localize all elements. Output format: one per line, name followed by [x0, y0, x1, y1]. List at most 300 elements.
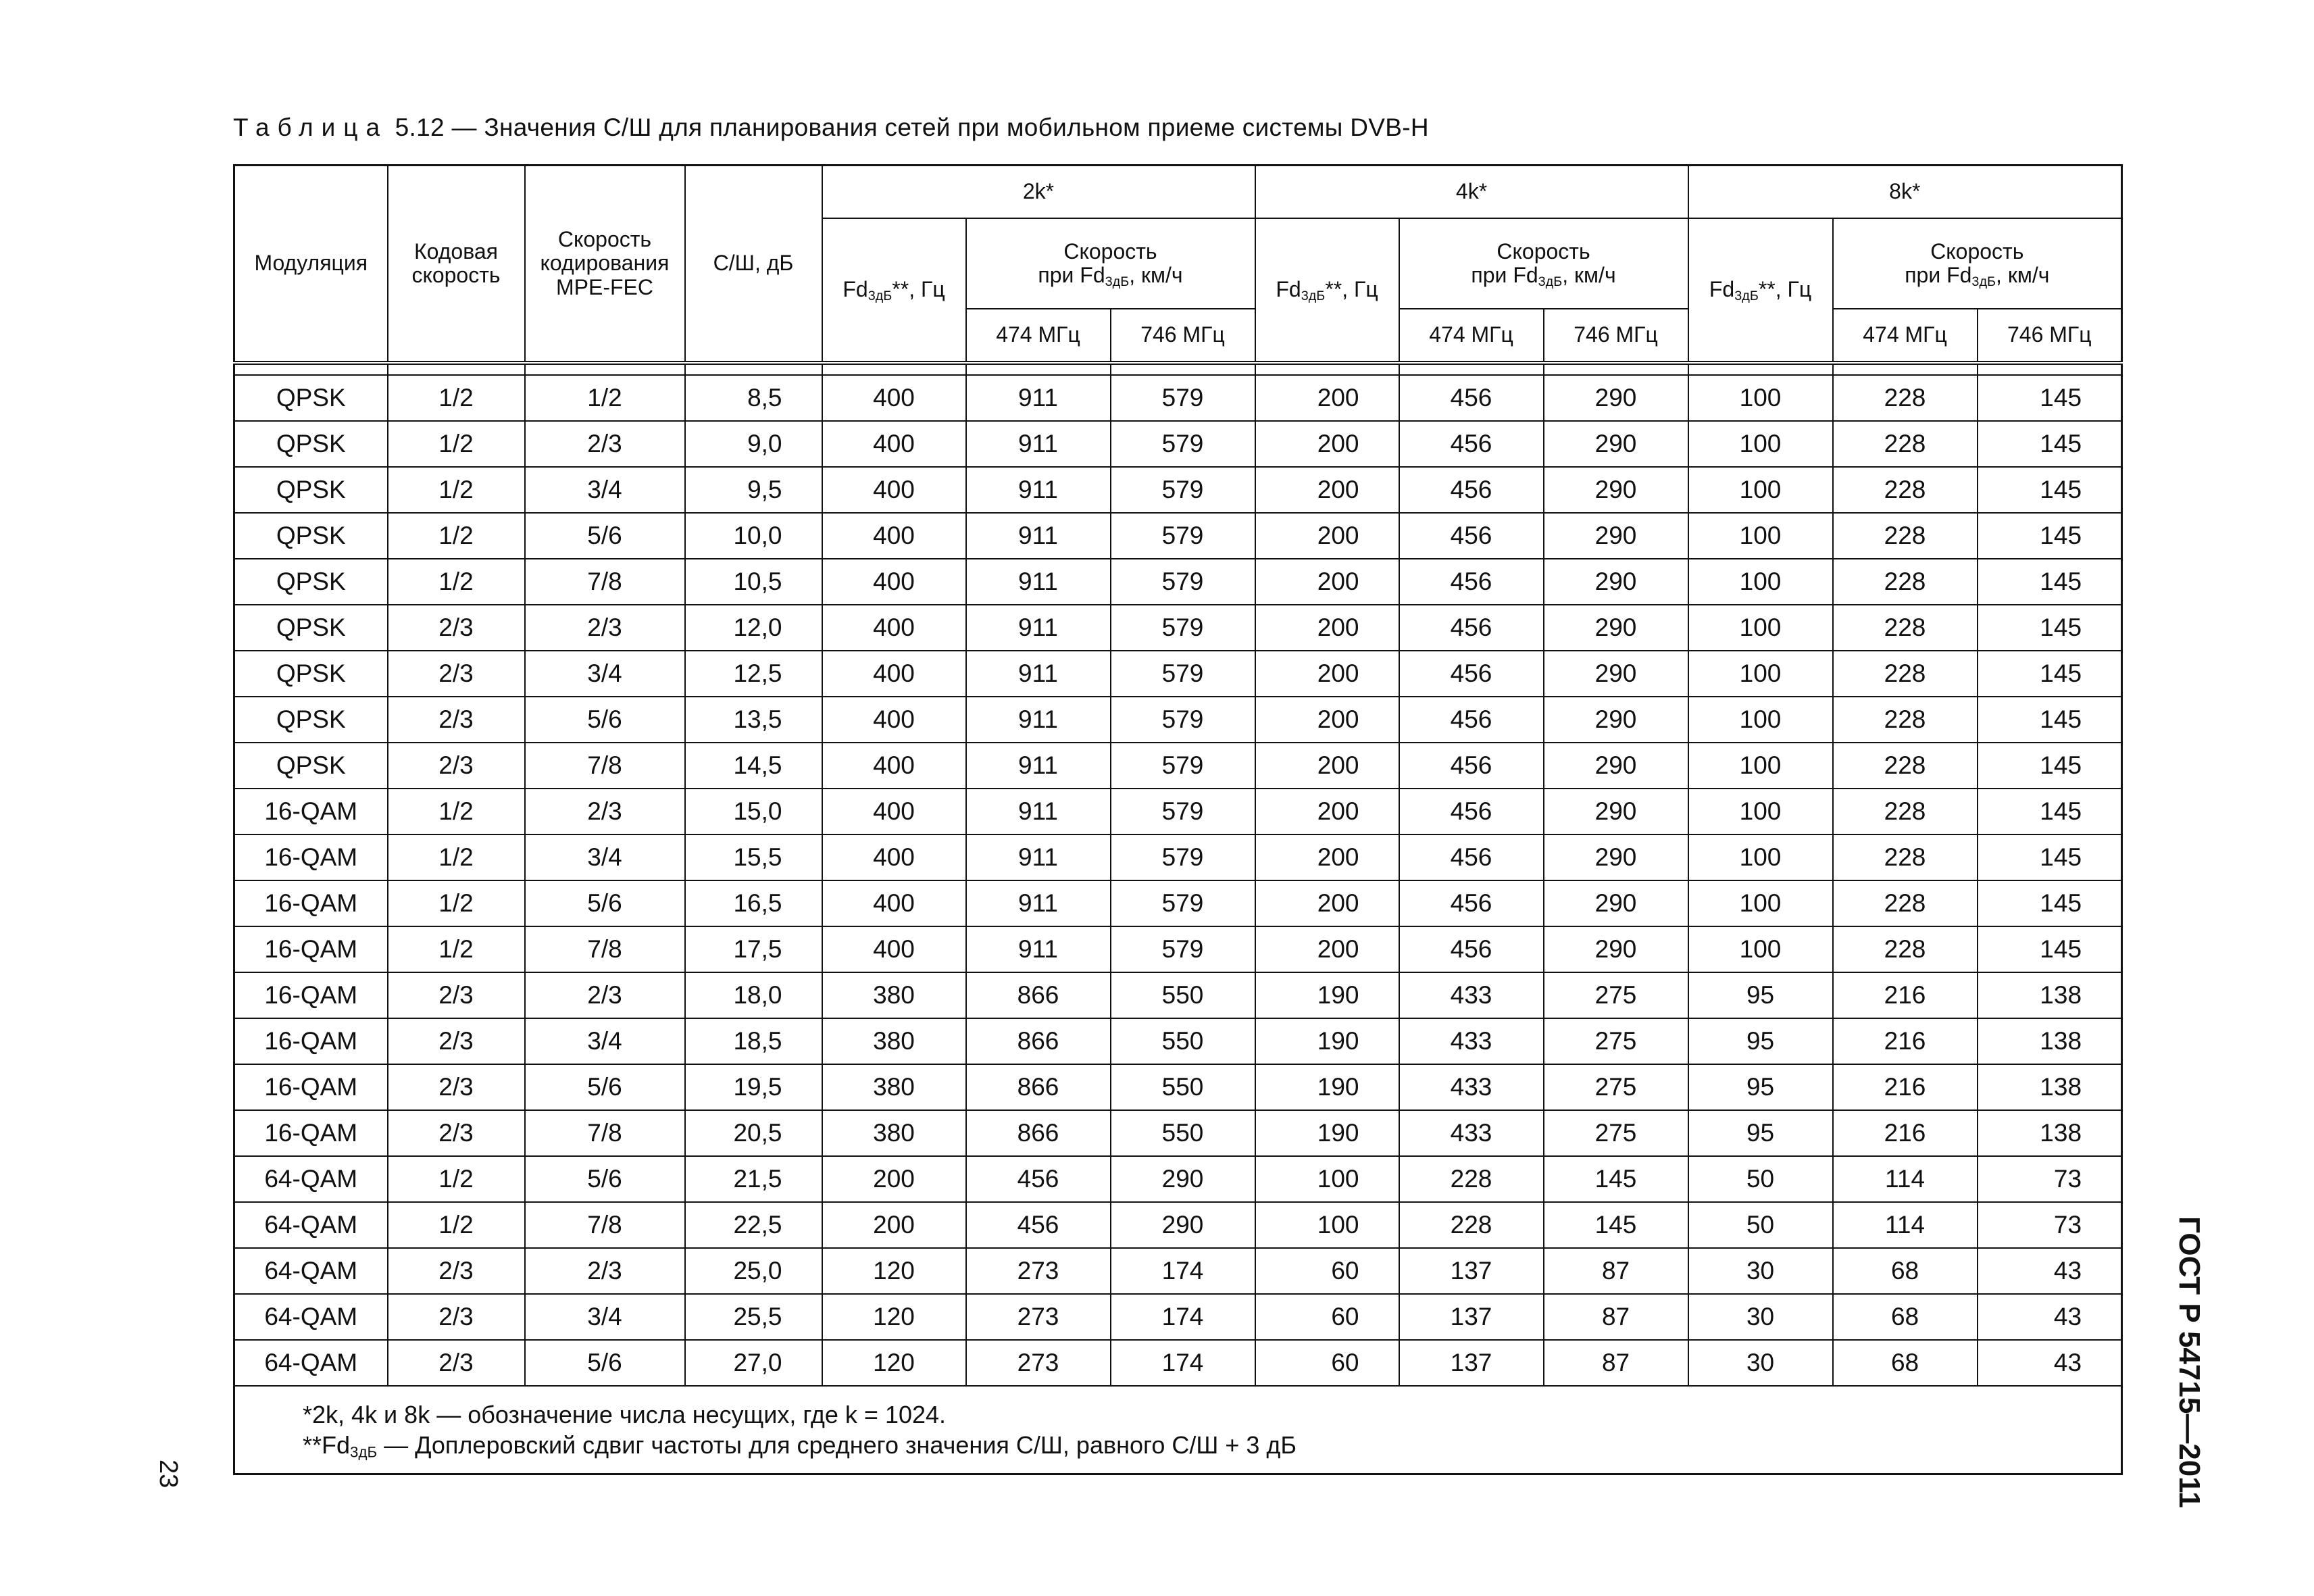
table-cell: 200 [1255, 651, 1399, 697]
table-cell: 7/8 [525, 1202, 685, 1248]
table-cell: 12,5 [685, 651, 822, 697]
table-cell: 100 [1688, 375, 1833, 421]
header-2k-746: 746 МГц [1111, 309, 1255, 363]
table-row [234, 743, 2122, 789]
table-cell: 216 [1833, 972, 1978, 1018]
table-cell: QPSK [234, 513, 388, 559]
header-snr: С/Ш, дБ [685, 166, 822, 364]
table-row [234, 467, 2122, 513]
table-cell: 400 [822, 880, 966, 926]
table-cell: 456 [1399, 789, 1544, 834]
table-cell: 579 [1111, 926, 1255, 972]
table-cell: 145 [1978, 880, 2122, 926]
table-cell: 100 [1688, 513, 1833, 559]
table-cell: 18,0 [685, 972, 822, 1018]
table-cell: 87 [1544, 1248, 1688, 1294]
table-cell: 7/8 [525, 559, 685, 605]
table-cell: 911 [966, 651, 1111, 697]
table-cell: 216 [1833, 1018, 1978, 1064]
table-cell: 200 [1255, 834, 1399, 880]
table-cell: QPSK [234, 743, 388, 789]
table-cell: 16-QAM [234, 1110, 388, 1156]
table-cell: 380 [822, 1018, 966, 1064]
table-cell: 73 [1978, 1202, 2122, 1248]
table-cell: 550 [1111, 1064, 1255, 1110]
table-cell: 2/3 [388, 605, 525, 651]
table-cell: 100 [1688, 559, 1833, 605]
table-cell: 13,5 [685, 697, 822, 743]
table-cell: 174 [1111, 1294, 1255, 1340]
table-row [234, 375, 2122, 421]
table-cell: 456 [966, 1156, 1111, 1202]
table-cell: 114 [1833, 1156, 1978, 1202]
table-cell: 100 [1688, 743, 1833, 789]
table-cell: 25,0 [685, 1248, 822, 1294]
table-cell: 579 [1111, 513, 1255, 559]
table-cell: 1/2 [388, 1202, 525, 1248]
table-cell: 911 [966, 605, 1111, 651]
table-cell: 95 [1688, 1018, 1833, 1064]
table-cell: 68 [1833, 1294, 1978, 1340]
table-cell: 200 [1255, 789, 1399, 834]
table-cell: 2/3 [388, 1340, 525, 1386]
table-row [234, 1110, 2122, 1156]
table-cell: 1/2 [388, 926, 525, 972]
document-code: ГОСТ Р 54715—2011 [2173, 1216, 2206, 1508]
table-cell: QPSK [234, 559, 388, 605]
header-speed-2k: Скорость при $Fd_{3дБ}$, км/ч [966, 218, 1255, 309]
table-cell: 68 [1833, 1340, 1978, 1386]
table-cell: 114 [1833, 1202, 1978, 1248]
table-cell: 216 [1833, 1064, 1978, 1110]
table-cell: 2/3 [388, 743, 525, 789]
table-cell: 87 [1544, 1294, 1688, 1340]
table-cell: 7/8 [525, 1110, 685, 1156]
table-cell: 174 [1111, 1248, 1255, 1294]
table-cell: 579 [1111, 743, 1255, 789]
table-cell: 911 [966, 375, 1111, 421]
table-cell: 228 [1833, 559, 1978, 605]
table-cell: 145 [1978, 375, 2122, 421]
table-row [234, 834, 2122, 880]
table-cell: 100 [1688, 467, 1833, 513]
header-speed-8k: Скорость при $Fd_{3дБ}$, км/ч [1833, 218, 2122, 309]
table-row [234, 880, 2122, 926]
table-row [234, 651, 2122, 697]
table-cell: 400 [822, 834, 966, 880]
table-cell: 456 [1399, 651, 1544, 697]
table-cell: 579 [1111, 834, 1255, 880]
table-cell: 228 [1833, 513, 1978, 559]
table-caption [233, 114, 1429, 142]
table-cell: 2/3 [388, 651, 525, 697]
table-cell: 2/3 [525, 789, 685, 834]
header-fd-4k: $Fd_{3дБ}**$, Гц [1255, 218, 1399, 363]
table-cell: 95 [1688, 972, 1833, 1018]
table-cell: 456 [1399, 743, 1544, 789]
table-cell: 228 [1833, 467, 1978, 513]
table-cell: 43 [1978, 1294, 2122, 1340]
table-cell: 145 [1544, 1202, 1688, 1248]
table-cell: 145 [1978, 421, 2122, 467]
header-modulation: Модуляция [234, 166, 388, 364]
table-cell: 2/3 [388, 972, 525, 1018]
page-number: 23 [154, 1460, 182, 1489]
table-cell: 2/3 [388, 1110, 525, 1156]
table-cell: 43 [1978, 1248, 2122, 1294]
table-cell: 456 [1399, 880, 1544, 926]
table-cell: 100 [1688, 697, 1833, 743]
table-cell: 18,5 [685, 1018, 822, 1064]
table-cell: 138 [1978, 1064, 2122, 1110]
table-cell: QPSK [234, 697, 388, 743]
table-cell: 25,5 [685, 1294, 822, 1340]
table-cell: 17,5 [685, 926, 822, 972]
table-cell: 137 [1399, 1340, 1544, 1386]
table-header [234, 166, 2122, 376]
header-group-4k: 4k* [1255, 166, 1688, 219]
table-cell: 433 [1399, 1110, 1544, 1156]
table-cell: 216 [1833, 1110, 1978, 1156]
note-carriers: *2k, 4k и 8k — обозначение числа несущих, где k = 1024. [303, 1401, 947, 1428]
table-cell: 911 [966, 880, 1111, 926]
table-cell: 20,5 [685, 1110, 822, 1156]
table-cell: 228 [1399, 1156, 1544, 1202]
table-cell: 5/6 [525, 697, 685, 743]
table-cell: 400 [822, 651, 966, 697]
table-cell: 1/2 [388, 789, 525, 834]
table-cell: 579 [1111, 559, 1255, 605]
table-cell: 5/6 [525, 1064, 685, 1110]
table-cell: 400 [822, 697, 966, 743]
table-cell: 400 [822, 789, 966, 834]
table-cell: 228 [1833, 880, 1978, 926]
table-cell: 14,5 [685, 743, 822, 789]
table-cell: 16-QAM [234, 1064, 388, 1110]
table-cell: 911 [966, 834, 1111, 880]
table-cell: 228 [1833, 375, 1978, 421]
table-cell: 866 [966, 1110, 1111, 1156]
table-cell: 138 [1978, 1110, 2122, 1156]
header-8k-746: 746 МГц [1978, 309, 2122, 363]
table-cell: 228 [1399, 1202, 1544, 1248]
table-cell: 64-QAM [234, 1294, 388, 1340]
table-cell: 228 [1833, 651, 1978, 697]
table-cell: 400 [822, 513, 966, 559]
table-cell: 145 [1978, 926, 2122, 972]
table-cell: QPSK [234, 467, 388, 513]
table-cell: 200 [1255, 513, 1399, 559]
table-cell: 911 [966, 789, 1111, 834]
table-cell: 190 [1255, 1110, 1399, 1156]
table-cell: 380 [822, 1110, 966, 1156]
table-row [234, 1202, 2122, 1248]
table-cell: 43 [1978, 1340, 2122, 1386]
table-cell: 290 [1544, 834, 1688, 880]
table-cell: 1/2 [388, 421, 525, 467]
table-cell: 400 [822, 421, 966, 467]
table-cell: 200 [822, 1202, 966, 1248]
table-cell: 400 [822, 559, 966, 605]
table-cell: 456 [966, 1202, 1111, 1248]
table-cell: 145 [1978, 467, 2122, 513]
table-cell: 400 [822, 743, 966, 789]
table-cell: 16-QAM [234, 1018, 388, 1064]
table-cell: 190 [1255, 1064, 1399, 1110]
table-row [234, 1064, 2122, 1110]
table-cell: 120 [822, 1248, 966, 1294]
table-cell: QPSK [234, 651, 388, 697]
table-cell: 190 [1255, 972, 1399, 1018]
header-fd-8k: $Fd_{3дБ}**$, Гц [1688, 218, 1833, 363]
table-cell: 138 [1978, 972, 2122, 1018]
table-cell: 64-QAM [234, 1248, 388, 1294]
table-cell: 290 [1544, 880, 1688, 926]
header-code-rate: Кодовая скорость [388, 166, 525, 364]
table-cell: 120 [822, 1294, 966, 1340]
table-cell: 550 [1111, 1018, 1255, 1064]
table-cell: 228 [1833, 697, 1978, 743]
table-notes [234, 1386, 2122, 1474]
table-row [234, 1294, 2122, 1340]
table-cell: 145 [1978, 743, 2122, 789]
table-cell: 911 [966, 513, 1111, 559]
table-cell: 60 [1255, 1340, 1399, 1386]
table-cell: 137 [1399, 1248, 1544, 1294]
table-cell: 3/4 [525, 651, 685, 697]
table-cell: 1/2 [388, 834, 525, 880]
table-cell: 5/6 [525, 1156, 685, 1202]
table-cell: 100 [1688, 880, 1833, 926]
table-cell: 9,5 [685, 467, 822, 513]
table-cell: 200 [1255, 880, 1399, 926]
table-cell: 433 [1399, 972, 1544, 1018]
table-cell: 200 [1255, 605, 1399, 651]
table-cell: 579 [1111, 467, 1255, 513]
table-cell: 1/2 [388, 1156, 525, 1202]
caption-text: 5.12 — Значения С/Ш для планирования сетей при мобильном приеме системы DVB-H [395, 114, 1429, 141]
table-cell: 866 [966, 1064, 1111, 1110]
table-cell: 290 [1544, 926, 1688, 972]
table-row [234, 1340, 2122, 1386]
table-cell: 87 [1544, 1340, 1688, 1386]
note-doppler: $**Fd_{3дБ}$ — Доплеровский сдвиг частоты для среднего значения С/Ш, равного С/Ш + 3 дБ [303, 1431, 1297, 1461]
table-row [234, 972, 2122, 1018]
table-cell: 456 [1399, 421, 1544, 467]
table-row [234, 697, 2122, 743]
table-cell: 2/3 [525, 605, 685, 651]
table-cell: 5/6 [525, 880, 685, 926]
table-cell: 1/2 [525, 375, 685, 421]
table-cell: 579 [1111, 697, 1255, 743]
table-cell: 290 [1544, 375, 1688, 421]
table-cell: 3/4 [525, 467, 685, 513]
table-cell: 456 [1399, 834, 1544, 880]
table-cell: 16-QAM [234, 789, 388, 834]
table-cell: 145 [1978, 605, 2122, 651]
table-cell: 290 [1544, 467, 1688, 513]
table-cell: 64-QAM [234, 1340, 388, 1386]
table-cell: 30 [1688, 1248, 1833, 1294]
table-cell: 27,0 [685, 1340, 822, 1386]
table-cell: 290 [1544, 559, 1688, 605]
table-cell: 290 [1544, 421, 1688, 467]
table-cell: 290 [1544, 743, 1688, 789]
table-cell: 95 [1688, 1064, 1833, 1110]
table-cell: 16-QAM [234, 880, 388, 926]
table-cell: 16-QAM [234, 972, 388, 1018]
table-cell: 579 [1111, 789, 1255, 834]
table-cell: 16-QAM [234, 834, 388, 880]
table-cell: 550 [1111, 972, 1255, 1018]
table-cell: 3/4 [525, 1018, 685, 1064]
table-cell: 200 [1255, 743, 1399, 789]
table-cell: 2/3 [388, 1018, 525, 1064]
table-cell: 15,5 [685, 834, 822, 880]
table-cell: 60 [1255, 1248, 1399, 1294]
table-cell: 2/3 [525, 421, 685, 467]
table-cell: 100 [1688, 421, 1833, 467]
table-cell: 7/8 [525, 926, 685, 972]
table-cell: 145 [1978, 789, 2122, 834]
header-4k-746: 746 МГц [1544, 309, 1688, 363]
table-cell: 138 [1978, 1018, 2122, 1064]
table-cell: 290 [1544, 513, 1688, 559]
table-row [234, 1018, 2122, 1064]
header-fd-2k: $Fd_{3дБ}**$, Гц [822, 218, 966, 363]
table-cell: 12,0 [685, 605, 822, 651]
table-cell: 273 [966, 1340, 1111, 1386]
table-cell: 228 [1833, 926, 1978, 972]
table-cell: 50 [1688, 1156, 1833, 1202]
table-cell: 579 [1111, 651, 1255, 697]
header-mpe-fec-rate: Скорость кодирования MPE-FEC [525, 166, 685, 364]
table-cell: 100 [1688, 926, 1833, 972]
table-cell: 19,5 [685, 1064, 822, 1110]
table-cell: 400 [822, 605, 966, 651]
table-cell: 68 [1833, 1248, 1978, 1294]
header-8k-474: 474 МГц [1833, 309, 1978, 363]
table-row [234, 789, 2122, 834]
table-cell: 228 [1833, 834, 1978, 880]
table-row [234, 513, 2122, 559]
table-cell: 290 [1544, 697, 1688, 743]
table-cell: 911 [966, 421, 1111, 467]
table-cell: 550 [1111, 1110, 1255, 1156]
table-cell: 400 [822, 375, 966, 421]
table-cell: QPSK [234, 375, 388, 421]
table-cell: 200 [822, 1156, 966, 1202]
table-cell: 1/2 [388, 513, 525, 559]
table-cell: 73 [1978, 1156, 2122, 1202]
table-cell: 275 [1544, 972, 1688, 1018]
table-cell: 200 [1255, 375, 1399, 421]
table-cell: 579 [1111, 421, 1255, 467]
table-cell: 5/6 [525, 513, 685, 559]
table-cell: 200 [1255, 421, 1399, 467]
table-cell: 1/2 [388, 880, 525, 926]
table-cell: 1/2 [388, 559, 525, 605]
table-cell: 3/4 [525, 834, 685, 880]
table-cell: 866 [966, 972, 1111, 1018]
table-cell: 200 [1255, 926, 1399, 972]
table-cell: 2/3 [388, 697, 525, 743]
table-cell: 200 [1255, 559, 1399, 605]
table-cell: 22,5 [685, 1202, 822, 1248]
table-cell: 7/8 [525, 743, 685, 789]
table-cell: 200 [1255, 467, 1399, 513]
table-cell: 290 [1544, 651, 1688, 697]
header-group-8k: 8k* [1688, 166, 2122, 219]
table-row [234, 605, 2122, 651]
table-cell: 145 [1978, 697, 2122, 743]
table-cell: 228 [1833, 789, 1978, 834]
table-cell: 120 [822, 1340, 966, 1386]
table-cell: 228 [1833, 421, 1978, 467]
table-cell: 145 [1978, 834, 2122, 880]
table-cell: 174 [1111, 1340, 1255, 1386]
table-cell: 95 [1688, 1110, 1833, 1156]
table-cell: 100 [1255, 1156, 1399, 1202]
table-cell: 456 [1399, 467, 1544, 513]
table-cell: 145 [1978, 513, 2122, 559]
table-cell: 16,5 [685, 880, 822, 926]
header-4k-474: 474 МГц [1399, 309, 1544, 363]
table-cell: 433 [1399, 1064, 1544, 1110]
table-cell: 1/2 [388, 375, 525, 421]
table-cell: 15,0 [685, 789, 822, 834]
table-cell: 456 [1399, 375, 1544, 421]
table-cell: 30 [1688, 1294, 1833, 1340]
table-cell: 10,0 [685, 513, 822, 559]
table-cell: 100 [1255, 1202, 1399, 1248]
table-row [234, 926, 2122, 972]
table-cell: 290 [1544, 605, 1688, 651]
table-body [234, 375, 2122, 1386]
table-cell: 579 [1111, 375, 1255, 421]
table-cell: 275 [1544, 1064, 1688, 1110]
table-cell: 275 [1544, 1110, 1688, 1156]
header-separator [234, 363, 2122, 375]
table-cell: 456 [1399, 559, 1544, 605]
table-cell: 16-QAM [234, 926, 388, 972]
table-cell: 2/3 [525, 972, 685, 1018]
table-cell: 911 [966, 743, 1111, 789]
snr-table [233, 164, 2123, 1475]
table-cell: 21,5 [685, 1156, 822, 1202]
table-cell: 10,5 [685, 559, 822, 605]
table-cell: 911 [966, 559, 1111, 605]
table-cell: 380 [822, 972, 966, 1018]
table-cell: 200 [1255, 697, 1399, 743]
table-cell: QPSK [234, 421, 388, 467]
table-cell: 8,5 [685, 375, 822, 421]
table-cell: 290 [1544, 789, 1688, 834]
table-cell: 911 [966, 697, 1111, 743]
table-cell: 290 [1111, 1156, 1255, 1202]
table-row [234, 421, 2122, 467]
table-cell: 228 [1833, 743, 1978, 789]
table-cell: 100 [1688, 605, 1833, 651]
table-cell: 145 [1544, 1156, 1688, 1202]
table-cell: 273 [966, 1294, 1111, 1340]
table-cell: 64-QAM [234, 1156, 388, 1202]
table-cell: 400 [822, 926, 966, 972]
table-cell: 273 [966, 1248, 1111, 1294]
caption-label: Таблица [233, 114, 388, 141]
table-cell: 145 [1978, 559, 2122, 605]
table-cell: 2/3 [525, 1248, 685, 1294]
